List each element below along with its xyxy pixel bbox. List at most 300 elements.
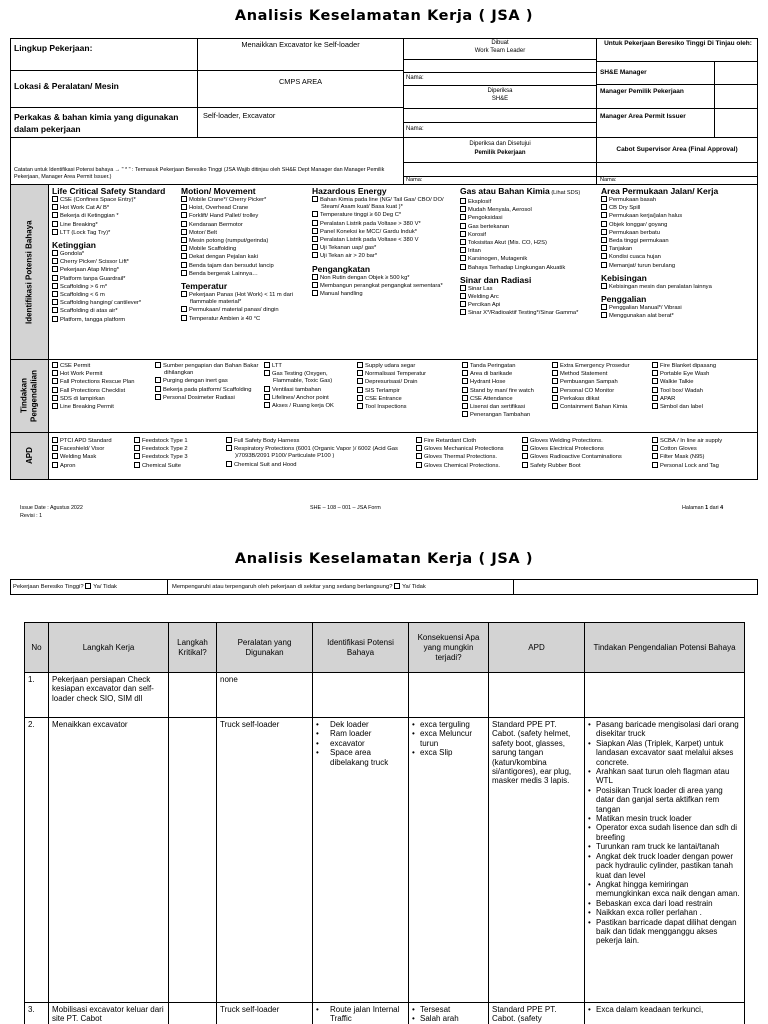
checkbox[interactable] [552,378,558,384]
checkbox[interactable] [601,304,607,310]
table-row [25,673,745,718]
hazard-item-label: Tanjakan [609,246,633,253]
step-number: 2. [25,718,49,1003]
col-konsekuensi: Konsekuensi Apa yang mungkin terjadi? [409,623,489,673]
nama-field-3[interactable]: Nama: [406,177,423,183]
revisi: Revisi : 1 [20,513,43,519]
checkbox[interactable] [462,395,468,401]
control-item [552,378,650,386]
checkbox[interactable] [416,437,422,443]
list-item: • Matikan mesin truck loader [588,814,741,823]
checkbox[interactable] [52,370,58,376]
checkbox[interactable] [52,283,58,289]
checkbox[interactable] [462,378,468,384]
checkbox[interactable] [357,362,363,368]
checkbox[interactable] [462,403,468,409]
hazard-item [601,253,756,261]
apd-label: APD [25,447,34,465]
checkbox[interactable] [52,403,58,409]
control-item [462,378,550,386]
checkbox[interactable] [181,270,187,276]
checkbox[interactable] [652,387,658,393]
checkbox[interactable] [312,220,318,226]
checkbox[interactable] [552,362,558,368]
list-item: • Dek loader [316,720,405,729]
checkbox[interactable] [52,221,58,227]
checkbox[interactable] [601,283,607,289]
nama-field-2[interactable]: Nama: [406,126,424,132]
checkbox[interactable] [312,196,318,202]
step-critical [169,673,217,718]
hazard-item [52,283,180,291]
checkbox[interactable] [181,253,187,259]
hazard-item-label: Kondisi cuaca hujan [609,254,661,261]
page-number: Halaman 1 dari 4 [682,505,724,511]
hazard-item [601,312,756,320]
hazard-item [181,196,311,204]
checkbox[interactable] [155,377,161,383]
ppe-item [522,445,650,453]
checkbox[interactable] [416,453,422,459]
manager-pemilik-label: Manager Pemilik Pekerjaan [600,88,684,95]
checkbox[interactable] [52,299,58,305]
lingkup-label: Lingkup Pekerjaan: [14,43,93,53]
hazard-item-label: Peralatan Listrik pada Voltase < 380 V [320,237,419,244]
hazard-item-label: Eksplosif [468,199,492,205]
checkbox[interactable] [181,306,187,312]
control-item-label: Penerangan Tambahan [470,412,531,419]
hazard-item-label: Dekat dengan Pejalan kaki [189,254,258,261]
checkbox[interactable] [416,445,422,451]
checkbox[interactable] [312,290,318,296]
ppe-item-label: Personal Lock and Tag [660,462,719,469]
checkbox[interactable] [52,275,58,281]
hazard-item [52,229,180,237]
list-item: • Space area dibelakang truck [316,748,405,767]
hazard-item-label: Platform tanpa Guardrail* [60,275,126,282]
control-item [155,362,261,377]
hazard-item [601,221,756,229]
checkbox[interactable] [181,204,187,210]
control-item-label: Simbol dan label [660,404,703,411]
checkbox[interactable] [460,255,466,261]
checkbox[interactable] [462,370,468,376]
checkbox[interactable] [460,264,466,270]
hazard-item-label: Pekerjaan Panas (Hot Work) < 11 m dari flammable material* [189,292,294,306]
control-item [357,378,459,386]
hazard-item-label: Pengoksidasi [468,215,503,222]
disetujui-label: Diperiksa dan Disetujui [469,141,531,147]
checkbox[interactable] [52,229,58,235]
checkbox[interactable] [134,445,140,451]
checkbox[interactable] [155,394,161,400]
control-item-label: Portable Eye Wash [660,371,710,378]
step-consequences-list [412,1005,485,1024]
hazard-item [601,237,756,245]
checkbox[interactable] [357,370,363,376]
checkbox[interactable] [462,387,468,393]
list-item: • Ram loader [316,729,405,738]
hazard-item [52,250,180,258]
checkbox[interactable] [181,212,187,218]
checkbox[interactable] [601,196,607,202]
checkbox[interactable] [652,403,658,409]
checkbox[interactable] [460,285,466,291]
checkbox[interactable] [601,253,607,259]
checkbox[interactable] [52,266,58,272]
hazard-item [460,285,600,293]
checkbox[interactable] [601,229,607,235]
checkbox[interactable] [52,378,58,384]
ppe-item-label: PTCI APD Standard [60,438,112,444]
hazard-item [181,291,311,306]
manager-area-label: Manager Area Permit Issuer [600,113,686,120]
step-controls [585,718,745,1003]
control-item-label: Normalisasi Temperatur [365,371,427,378]
checkbox[interactable] [601,262,607,268]
checkbox[interactable] [522,462,528,468]
control-item-label: SDS di lampirkan [60,395,105,402]
checkbox[interactable] [460,198,466,204]
high-risk-question: Pekerjaan Beresiko Tinggi? Ya/ Tidak [13,584,117,590]
checkbox[interactable] [460,301,466,307]
checkbox[interactable] [460,206,466,212]
ppe-item [226,461,414,469]
hazard-item [601,304,756,312]
checkbox[interactable] [264,386,270,392]
checkbox[interactable] [601,212,607,218]
step-critical [169,1003,217,1024]
hazard-item-label: Menggunakan alat berat* [609,313,674,320]
checkbox[interactable] [652,437,658,443]
checkbox[interactable] [312,211,318,217]
hazard-item [52,275,180,283]
ppe-item [134,462,224,470]
hazard-item [601,212,756,220]
ppe-item-label: Filter Mask (N95) [660,454,705,461]
control-group-5 [462,362,550,419]
control-item [552,403,650,411]
checkbox[interactable] [181,245,187,251]
checkbox[interactable] [181,221,187,227]
checkbox[interactable] [460,293,466,299]
control-item [52,395,152,403]
hazard-item [460,198,600,206]
checkbox[interactable] [462,362,468,368]
control-item [357,387,459,395]
checkbox[interactable] [52,204,58,210]
hazard-item [312,282,458,290]
checkbox[interactable] [652,378,658,384]
hazard-item-label: Permukaan/ material panas/ dingin [189,307,279,314]
hazard-item [460,309,600,317]
hazard-item-label: CB Dry Spill [609,205,641,212]
hazard-item-label: Memanjat/ turun berulang [609,262,676,269]
hazard-item-label: Hoist, Overhead Crane [189,205,249,212]
ppe-item [52,462,132,470]
ppe-item-label: Feedstock Type 2 [142,446,188,453]
hazard-item-label: Cherry Picker/ Scissor Lift* [60,259,129,266]
checkbox[interactable] [52,462,58,468]
checkbox[interactable] [552,395,558,401]
hazard-item [181,221,311,229]
checkbox[interactable] [134,437,140,443]
hazard-item [312,196,458,211]
control-item-label: Sumber pengapian dan Bahan Bakar dihilangkan [163,363,259,377]
col-tindakan: Tindakan Pengendalian Potensi Bahaya [585,623,745,673]
hazard-item-label: Penggalian Manual*/ Vibrasi [609,305,682,312]
col-bahaya: Identifikasi Potensi Bahaya [313,623,409,673]
control-item-label: Fall Protections Rescue Plan [60,379,135,386]
checkbox[interactable] [181,315,187,321]
checkbox[interactable] [181,237,187,243]
hazard-item-label: Benda bergerak Lainnya… [189,270,258,277]
table-row [25,1003,745,1024]
step-controls [585,1003,745,1024]
checkbox[interactable] [601,221,607,227]
hazard-item-label: CSE (Confines Space Entry)* [60,197,136,203]
checkbox[interactable] [460,231,466,237]
hazard-item [181,229,311,237]
checkbox[interactable] [522,437,528,443]
control-item [155,394,261,402]
list-item: • Operator exca sudah lisence dan sdh di breefing [588,823,741,842]
checkbox[interactable] [226,445,232,451]
hazard-item-label: Hot Work Cat A/ B* [60,205,110,212]
hazard-category-title: Penggalian [601,294,647,305]
step-hazards [313,1003,409,1024]
checkbox[interactable] [312,282,318,288]
checkbox[interactable] [357,378,363,384]
issue-date: Issue Date : Agustus 2022 [20,505,83,511]
checkbox[interactable] [52,212,58,218]
checkbox[interactable] [652,453,658,459]
ppe-item [52,453,132,461]
hazard-group-3 [312,186,458,298]
checkbox[interactable] [155,362,161,368]
high-risk-checkbox[interactable] [85,583,91,589]
step-equipment: Truck self-loader [217,718,313,1003]
step-number: 3. [25,1003,49,1024]
step-number: 1. [25,673,49,718]
checkbox[interactable] [652,370,658,376]
jsa-steps-table [24,622,745,1024]
checkbox[interactable] [460,239,466,245]
page-title: Analisis Keselamatan Kerja ( JSA ) [234,8,534,24]
control-item-label: Containment Bahan Kimia [560,404,628,411]
checkbox[interactable] [460,223,466,229]
list-item: • Route jalan Internal Traffic [316,1005,405,1024]
checkbox[interactable] [134,453,140,459]
checkbox[interactable] [52,196,58,202]
checkbox[interactable] [52,250,58,256]
checkbox[interactable] [264,402,270,408]
hazard-item-label: Kendaraan Bermotor [189,221,243,228]
checkbox[interactable] [552,370,558,376]
diperiksa-label: Diperiksa [487,88,513,94]
checkbox[interactable] [52,258,58,264]
lingkup-value: Menaikkan Excavator ke Self-loader [241,40,360,49]
checkbox[interactable] [226,437,232,443]
checkbox[interactable] [522,453,528,459]
hazard-item-label: Non Rutin dengan Objek ≥ 500 kg* [320,274,410,281]
ppe-item [134,437,224,445]
hazard-category-note: (Lihat SDS) [549,190,581,196]
checkbox[interactable] [264,394,270,400]
checkbox[interactable] [134,462,140,468]
hazard-item-label: Panel Koneksi ke MCC/ Gardu Induk* [320,228,417,235]
ppe-group-6 [652,437,756,470]
checkbox[interactable] [652,362,658,368]
control-item-label: LTT [272,363,282,369]
control-group-1 [52,362,152,411]
checkbox[interactable] [652,445,658,451]
hazard-item [601,196,756,204]
hazard-item [601,262,756,270]
checkbox[interactable] [552,387,558,393]
checkbox[interactable] [226,461,232,467]
control-item-label: SIS Terlampir [365,387,400,394]
checkbox[interactable] [52,291,58,297]
hazard-item-label: Scaffolding < 6 m [60,292,105,299]
checkbox[interactable] [416,462,422,468]
checkbox[interactable] [52,437,58,443]
checkbox[interactable] [552,403,558,409]
control-item [552,362,650,370]
checkbox[interactable] [460,309,466,315]
hazard-item-label: Gondola* [60,251,85,258]
list-item: • Arahkan saat turun oleh flagman atau WTL [588,767,741,786]
list-item: • exca Slip [412,748,485,757]
control-group-2 [155,362,261,402]
checkbox[interactable] [52,307,58,313]
control-item-label: Extra Emergency Prosedur [560,363,630,369]
identifikasi-label: Identifikasi Potensi Bahaya [24,220,34,324]
hazard-item-label: Uji Tekanan uap/ gas* [320,245,377,252]
checkbox[interactable] [312,274,318,280]
hazard-item-label: Objek longgar/ goyang [609,221,668,228]
hazard-item [601,283,756,291]
control-item [52,362,152,370]
hazard-category-title: Ketinggian [52,240,96,251]
nama-field-1[interactable]: Nama: [406,75,424,81]
control-item [155,386,261,394]
hazard-item-label: Pekerjaan Atap Miring* [60,267,119,274]
col-langkah: Langkah Kerja [49,623,169,673]
checkbox[interactable] [264,362,270,368]
hazard-item [52,196,180,204]
checkbox[interactable] [652,395,658,401]
hazard-category-title: Area Permukaan Jalan/ Kerja [601,186,719,196]
hazard-item-label: Beda tinggi permukaan [609,238,669,245]
hazard-item [52,204,180,212]
hazard-category-title: Sinar dan Radiasi [460,274,532,285]
checkbox[interactable] [52,362,58,368]
checkbox[interactable] [181,262,187,268]
control-item [357,403,459,411]
list-item: • Pastikan barricade dapat dilihat dengan baik dan tidak mengganggu akses pekerja lain. [588,918,741,946]
checkbox[interactable] [181,229,187,235]
hazard-item-label: Permukaan kerja/jalan halus [609,213,683,220]
checkbox[interactable] [264,370,270,376]
checkbox[interactable] [312,252,318,258]
ppe-item-label: Gloves Welding Protections. [530,438,603,444]
control-item [357,370,459,378]
step-equipment: Truck self-loader [217,1003,313,1024]
hazard-item [181,253,311,261]
checkbox[interactable] [460,214,466,220]
table-row [25,718,745,1003]
perkakas-value: Self-loader, Excavator [203,111,276,120]
hazard-item [312,290,458,298]
control-item [462,411,550,419]
control-item-label: Hydrant Hose [470,379,506,386]
checkbox[interactable] [52,395,58,401]
checkbox[interactable] [181,196,187,202]
list-item: • Pasang baricade mengisolasi dari orang disekitar truck [588,720,741,739]
ppe-item-label: Apron [60,462,76,469]
control-item [462,362,550,370]
checkbox[interactable] [312,244,318,250]
checkbox[interactable] [357,395,363,401]
checkbox[interactable] [52,316,58,322]
checkbox[interactable] [460,247,466,253]
control-item-label: Depresurisasi/ Drain [365,379,418,386]
hazard-item [312,252,458,260]
checkbox[interactable] [357,387,363,393]
hazard-item-label: Kebisingan mesin dan peralatan lainnya [609,283,712,290]
checkbox[interactable] [462,411,468,417]
checkbox[interactable] [52,445,58,451]
checkbox[interactable] [652,462,658,468]
checkbox[interactable] [181,291,187,297]
checkbox[interactable] [357,403,363,409]
checkbox[interactable] [601,204,607,210]
checkbox[interactable] [522,445,528,451]
hazard-item [460,293,600,301]
step-consequences [409,718,489,1003]
nama-field-4[interactable]: Nama: [600,177,617,183]
checkbox[interactable] [52,387,58,393]
hazard-item [460,206,600,214]
ppe-item-label: Chemical Suit and Hood [234,461,297,468]
checkbox[interactable] [312,236,318,242]
control-item [652,387,756,395]
checkbox[interactable] [155,386,161,392]
checkbox[interactable] [52,453,58,459]
nearby-work-checkbox[interactable] [394,583,400,589]
control-item [52,387,152,395]
hazard-item-label: Mobile Crane*/ Cherry Picker* [189,197,267,203]
control-item [462,387,550,395]
hazard-item-label: Iritan [468,248,481,255]
checkbox[interactable] [601,312,607,318]
hazard-item [181,204,311,212]
control-item [264,394,354,402]
control-item [462,403,550,411]
checkbox[interactable] [601,237,607,243]
hazard-item-label: Korosif [468,231,487,238]
ppe-item [134,453,224,461]
checkbox[interactable] [601,245,607,251]
hazard-item-label: Karsinogen, Mutagenik [468,256,528,263]
step-hazards [313,718,409,1003]
control-item-label: Hot Work Permit [60,371,103,378]
control-item [552,395,650,403]
ppe-item [652,462,756,470]
checkbox[interactable] [312,228,318,234]
hazard-item-label: Scaffolding > 6 m* [60,283,108,290]
